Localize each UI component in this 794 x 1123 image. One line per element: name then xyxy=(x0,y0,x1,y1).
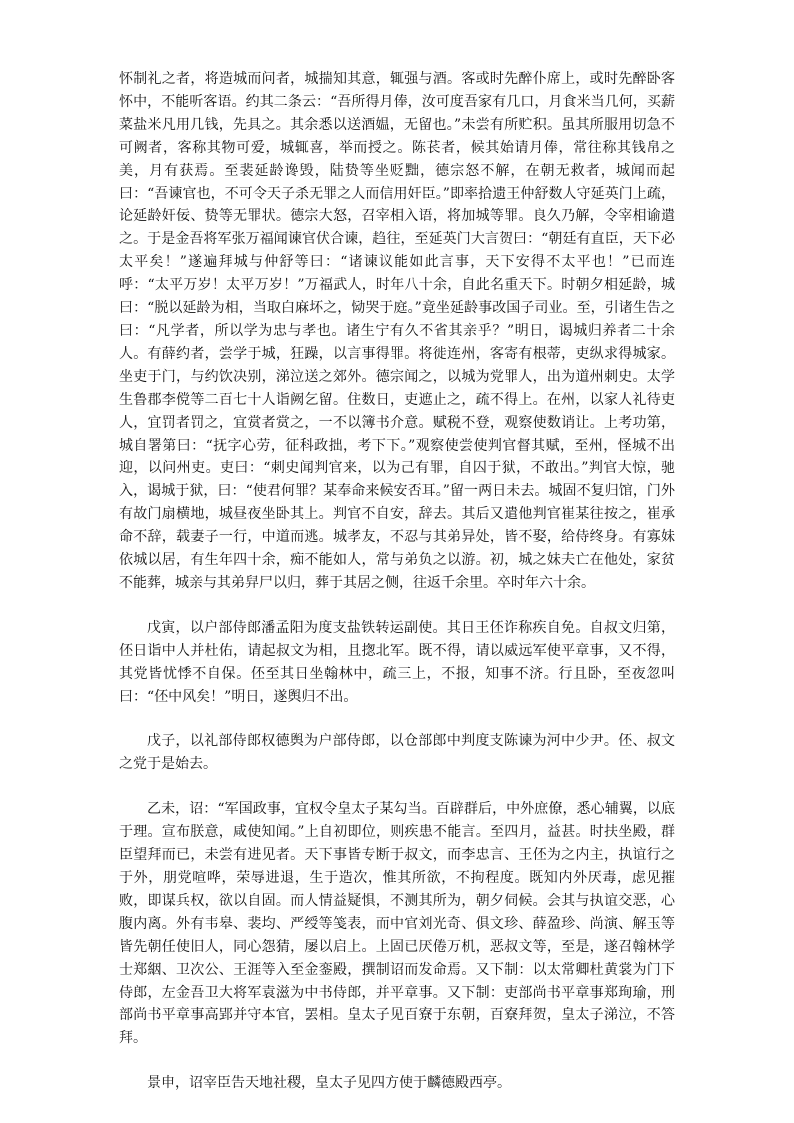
paragraph-2: 戊寅，以户部侍郎潘孟阳为度支盐铁转运副使。其日王伾诈称疾自免。自叔文归第，伾日诣中人并杜佑，请起叔文为相，且揔北军。既不得，请以威远军使平章事，又不得，其党皆忧悸不自保。伾至其日坐翰林中，疏三上，不报，知事不济。行且卧，至夜忽叫曰：“伾中风矣！”明日，遂舆归不出。 xyxy=(119,619,675,705)
paragraph-1: 怀制礼之者，将造城而问者，城揣知其意，辄强与酒。客或时先醉仆席上，或时先醉卧客怀中，不能听客语。约其二条云：“吾所得月俸，汝可度吾家有几口，月食米当几何，买薪菜盐米凡用几钱，先具之。其余悉以送酒媪，无留也。”未尝有所贮积。虽其所服用切急不可阙者，客称其物可爱，城辄喜，举而授之。陈苌者，候其始请月俸，常往称其钱帛之美，月有获焉。至裴延龄谗毁，陆贽等坐贬黜，德宗怒不解，在朝无救者，城闻而起曰：“吾谏官也，不可令天子杀无罪之人而信用奸臣。”即率拾遗王仲舒数人守延英门上疏，论延龄奸佞、贽等无罪状。德宗大怒，召宰相入语，将加城等罪。良久乃解，令宰相谕遣之。于是金吾将军张万福闻谏官伏合谏，趋往，至延英门大言贺曰：“朝廷有直臣，天下必太平矣！”遂遍拜城与仲舒等曰：“诸谏议能如此言事，天下安得不太平也！”已而连呼：“太平万岁！太平万岁！”万福武人，时年八十余，自此名重天下。时朝夕相延龄，城曰：“脱以延龄为相，当取白麻坏之，恸哭于庭。”竟坐延龄事改国子司业。至，引诸生告之曰：“凡学者，所以学为忠与孝也。诸生宁有久不省其亲乎？”明日，谒城归养者二十余人。有薛约者，尝学于城，狂躁，以言事得罪。将徙连州，客寄有根蒂，吏纵求得城家。坐吏于门，与约饮决别，涕泣送之郊外。德宗闻之，以城为党罪人，出为道州刺史。太学生鲁郡李傥等二百七十人诣阙乞留。住数日，吏遮止之，疏不得上。在州，以家人礼待吏人，宜罚者罚之，宜赏者赏之，一不以簿书介意。赋税不登，观察使数诮让。上考功第，城自署第曰：“抚字心劳，征科政拙，考下下。”观察使尝使判官督其赋，至州，怪城不出迎，以问州吏。吏曰：“刺史闻判官来，以为己有罪，自囚于狱，不敢出。”判官大惊，驰入，谒城于狱，曰：“使君何罪？某奉命来候安否耳。”留一两日未去。城固不复归馆，门外有故门扇横地，城昼夜坐卧其上。判官不自安，辞去。其后又遣他判官崔某往按之，崔承命不辞，载妻子一行，中道而逃。城孝友，不忍与其弟异处，皆不娶，给侍终身。有寡妹依城以居，有生年四十余，痴不能如人，常与弟负之以游。初，城之妹夫亡在他处，家贫不能葬，城亲与其弟舁尸以归，葬于其居之侧，往返千余里。卒时年六十余。 xyxy=(119,71,675,591)
paragraph-4: 乙未，诏：“军国政事，宜权令皇太子某勾当。百辟群后，中外庶僚，悉心辅翼，以底于理。宣布朕意，咸使知闻。”上自初即位，则疾患不能言。至四月，益甚。时扶坐殿，群臣望拜而已，未尝有进见者。天下事皆专断于叔文，而李忠言、王伾为之内主，执谊行之于外，朋党喧哗，荣辱进退，生于造次，惟其所欲，不拘程度。既知内外厌毒，虑见摧败，即谋兵权，欲以自固。而人情益疑惧，不测其所为，朝夕伺候。会其与执谊交恶，心腹内离。外有韦皋、裴均、严绶等笺表，而中官刘光奇、俱文珍、薛盈珍、尚演、解玉等皆先朝任使旧人，同心怨猜，屡以启上。上固已厌倦万机，恶叔文等，至是，遂召翰林学士郑絪、卫次公、王涯等入至金銮殿，撰制诏而发命焉。又下制：以太常卿杜黄裳为门下侍郎，左金吾卫大将军袁滋为中书侍郎，并平章事。又下制：吏部尚书平章事郑珣瑜，刑部尚书平章事高郢并守本官，罢相。皇太子见百寮于东朝，百寮拜贺，皇太子涕泣，不答拜。 xyxy=(119,801,675,1047)
paragraph-3: 戊子，以礼部侍郎权德舆为户部侍郎，以仓部郎中判度支陈谏为河中少尹。伾、叔文之党于是始去。 xyxy=(119,733,675,773)
paragraph-5: 景申，诏宰臣告天地社稷，皇太子见四方使于麟德殿西亭。 xyxy=(147,1075,511,1092)
document-body xyxy=(119,68,675,1095)
